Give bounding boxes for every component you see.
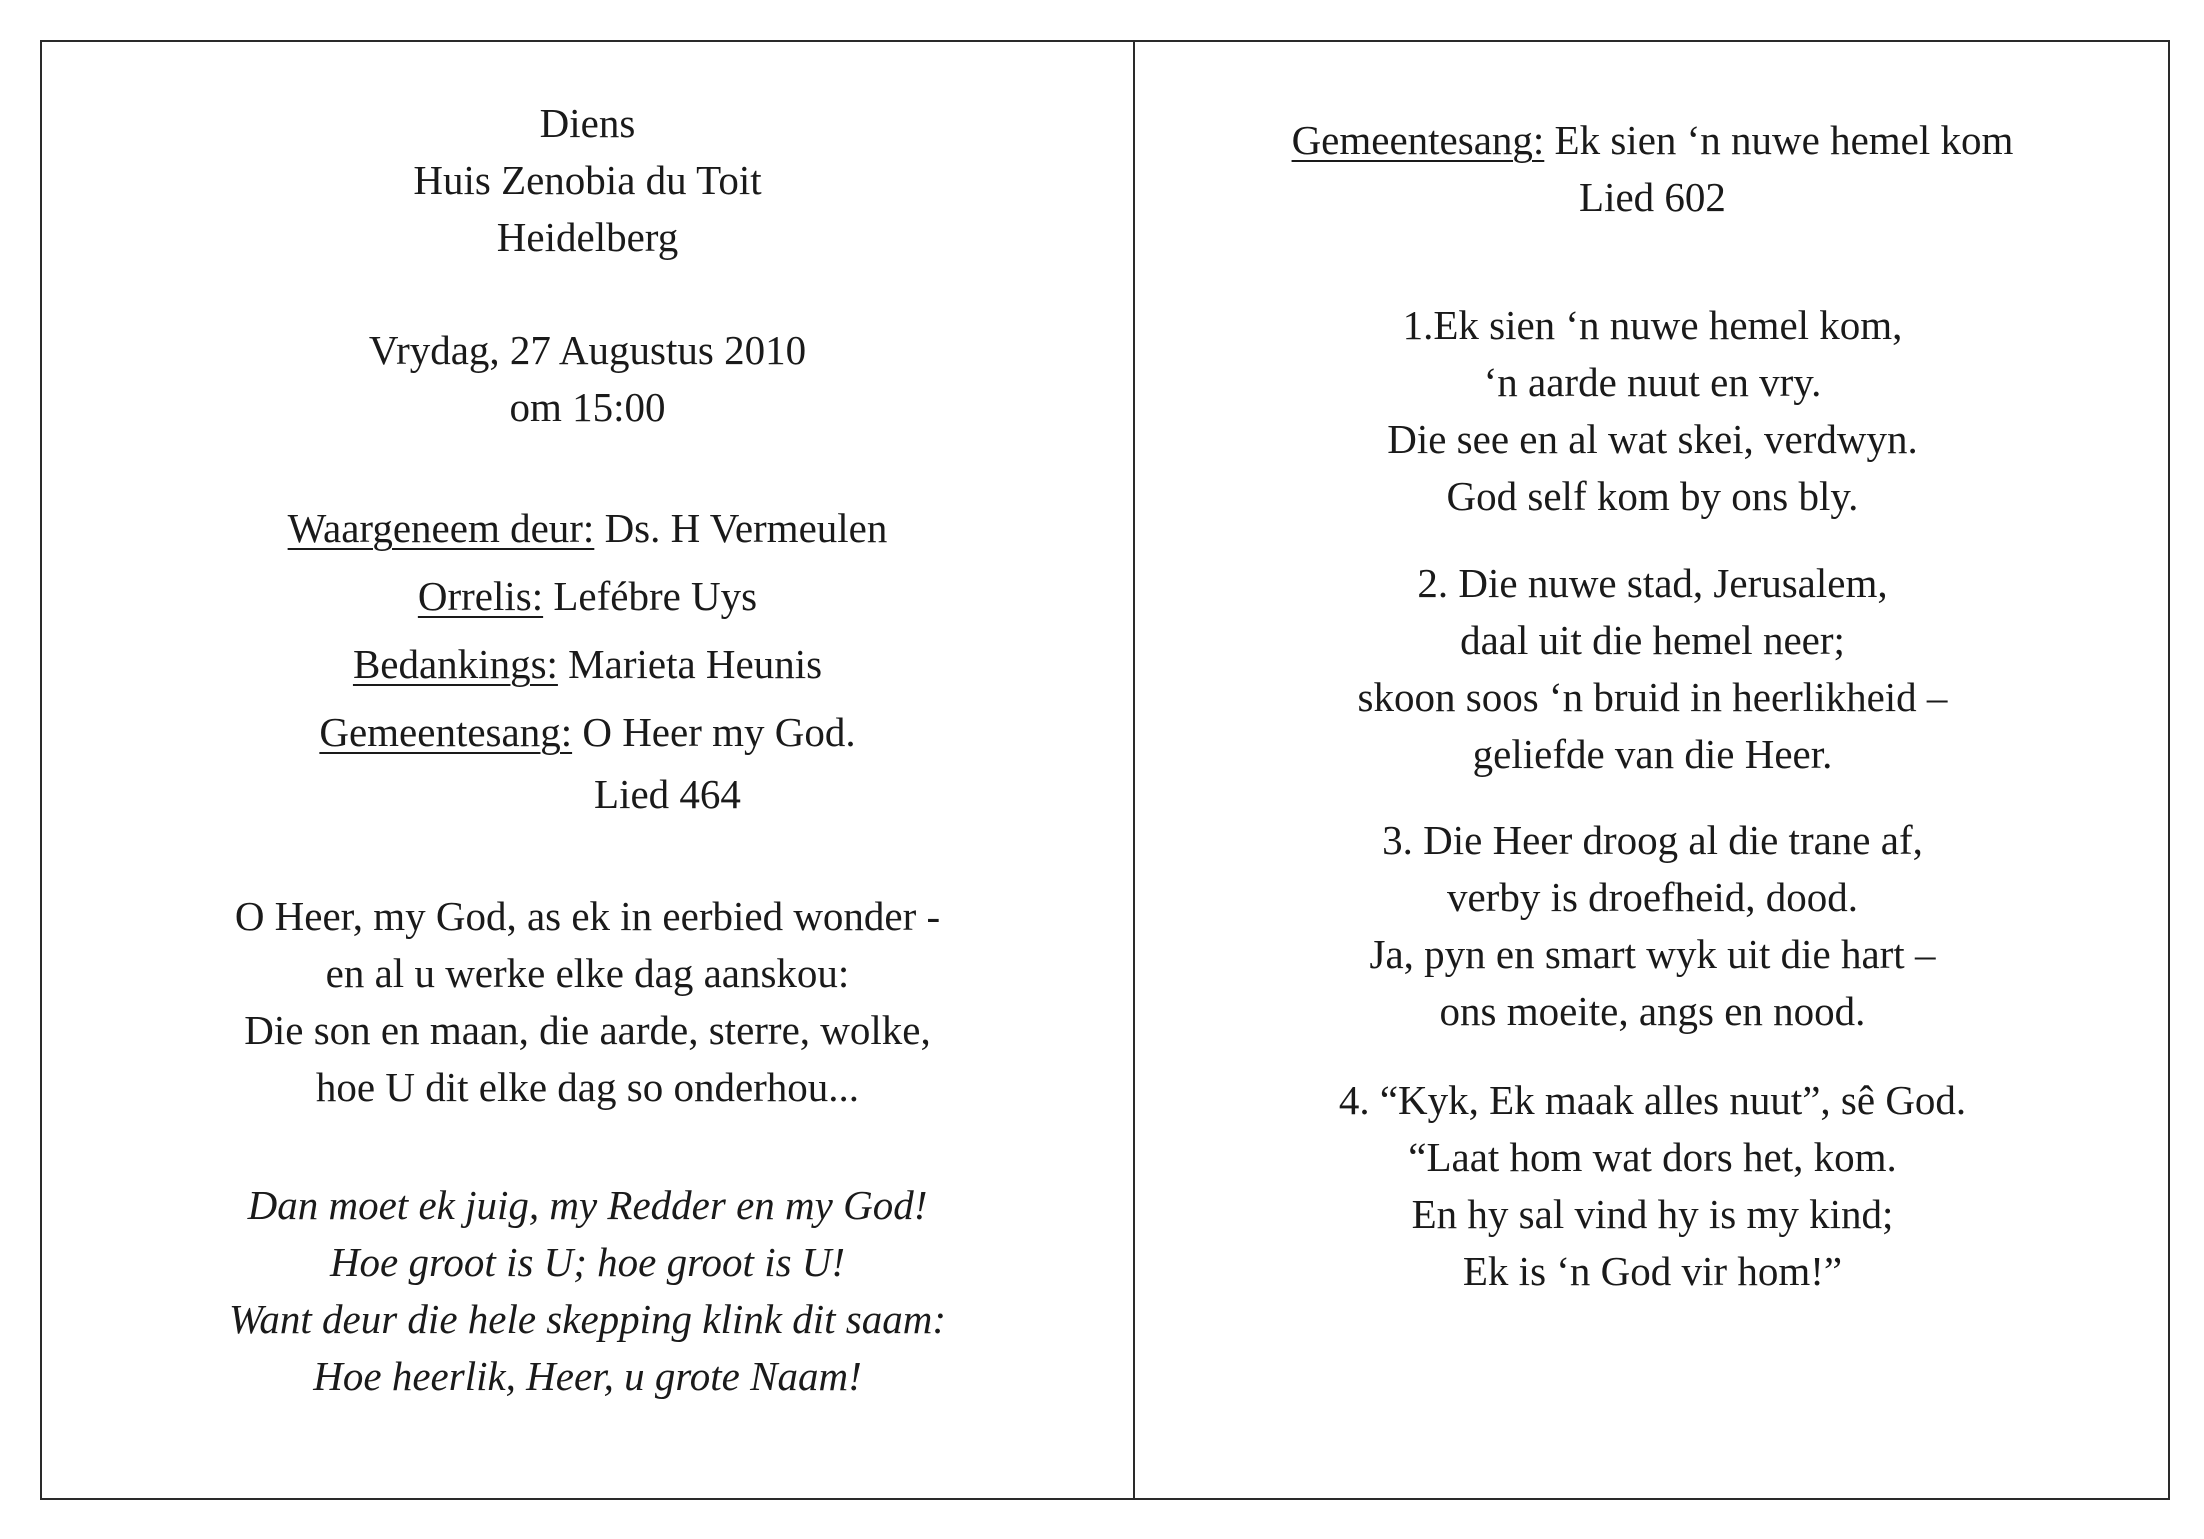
stanza-line: 2. Die nuwe stad, Jerusalem, — [1417, 560, 1888, 606]
service-header — [42, 95, 1133, 266]
hymn-chorus — [42, 1177, 1133, 1405]
chorus-line: Hoe heerlik, Heer, u grote Naam! — [313, 1353, 862, 1399]
stanza-4 — [1135, 1072, 2170, 1300]
hymn-number: Lied 464 — [594, 771, 741, 817]
date-line: Vrydag, 27 Augustus 2010 — [368, 327, 807, 373]
stanza-line: En hy sal vind hy is my kind; — [1411, 1191, 1894, 1237]
hymn-number: Lied 602 — [1579, 174, 1726, 220]
stanza-line: “Laat hom wat dors het, kom. — [1408, 1134, 1897, 1180]
credit-thanks — [42, 630, 1133, 698]
stanza-line: Ek is ‘n God vir hom!” — [1462, 1248, 1843, 1294]
time-line: om 15:00 — [509, 384, 666, 430]
credit-label: Gemeentesang: — [319, 709, 573, 755]
verse-line: O Heer, my God, as ek in eerbied wonder - — [234, 893, 941, 939]
credit-value: O Heer my God. — [582, 709, 856, 755]
song-title: Ek sien ‘n nuwe hemel kom — [1554, 117, 2014, 163]
stanza-line: Die see en al wat skei, verdwyn. — [1387, 416, 1918, 462]
credit-value: Marieta Heunis — [568, 641, 823, 687]
stanza-1 — [1135, 297, 2170, 525]
chorus-line: Want deur die hele skepping klink dit saam: — [229, 1296, 946, 1342]
stanza-line: 4. “Kyk, Ek maak alles nuut”, sê God. — [1338, 1077, 1967, 1123]
credit-value: Ds. H Vermeulen — [604, 505, 888, 551]
credit-label: Waargeneem deur: — [287, 505, 595, 551]
verse-line: hoe U dit elke dag so onderhou... — [315, 1064, 860, 1110]
credit-organist — [42, 562, 1133, 630]
stanza-line: ons moeite, angs en nood. — [1439, 988, 1866, 1034]
stanza-3 — [1135, 812, 2170, 1040]
chorus-line: Dan moet ek juig, my Redder en my God! — [247, 1182, 928, 1228]
song-label: Gemeentesang: — [1291, 117, 1545, 163]
stanza-line: 3. Die Heer droog al die trane af, — [1382, 817, 1923, 863]
song-heading — [1135, 112, 2170, 226]
stanza-line: verby is droefheid, dood. — [1446, 874, 1859, 920]
chorus-line: Hoe groot is U; hoe groot is U! — [329, 1239, 846, 1285]
stanza-line: skoon soos ‘n bruid in heerlikheid – — [1357, 674, 1948, 720]
right-panel — [1135, 42, 2170, 1498]
left-panel — [42, 42, 1133, 1498]
verse-line: Die son en maan, die aarde, sterre, wolke, — [244, 1007, 931, 1053]
credit-congregation-song — [42, 698, 1133, 766]
hymn-verse — [42, 888, 1133, 1116]
header-line: Huis Zenobia du Toit — [413, 157, 762, 203]
credit-officiant — [42, 494, 1133, 562]
stanza-line: ‘n aarde nuut en vry. — [1483, 359, 1822, 405]
stanza-line: God self kom by ons bly. — [1446, 473, 1859, 519]
stanza-line: daal uit die hemel neer; — [1460, 617, 1845, 663]
credit-value: Lefébre Uys — [553, 573, 758, 619]
song-title-line — [1135, 112, 2170, 169]
verse-line: en al u werke elke dag aanskou: — [325, 950, 850, 996]
credit-label: Orrelis: — [417, 573, 544, 619]
stanza-line: geliefde van die Heer. — [1472, 731, 1833, 777]
program-sheet — [40, 40, 2170, 1500]
credits — [42, 494, 1133, 823]
service-date — [42, 322, 1133, 436]
stanza-2 — [1135, 555, 2170, 783]
header-line: Diens — [539, 100, 636, 146]
header-line: Heidelberg — [496, 214, 679, 260]
stanza-line: 1.Ek sien ‘n nuwe hemel kom, — [1402, 302, 1903, 348]
stanza-line: Ja, pyn en smart wyk uit die hart – — [1369, 931, 1936, 977]
credit-label: Bedankings: — [352, 641, 558, 687]
